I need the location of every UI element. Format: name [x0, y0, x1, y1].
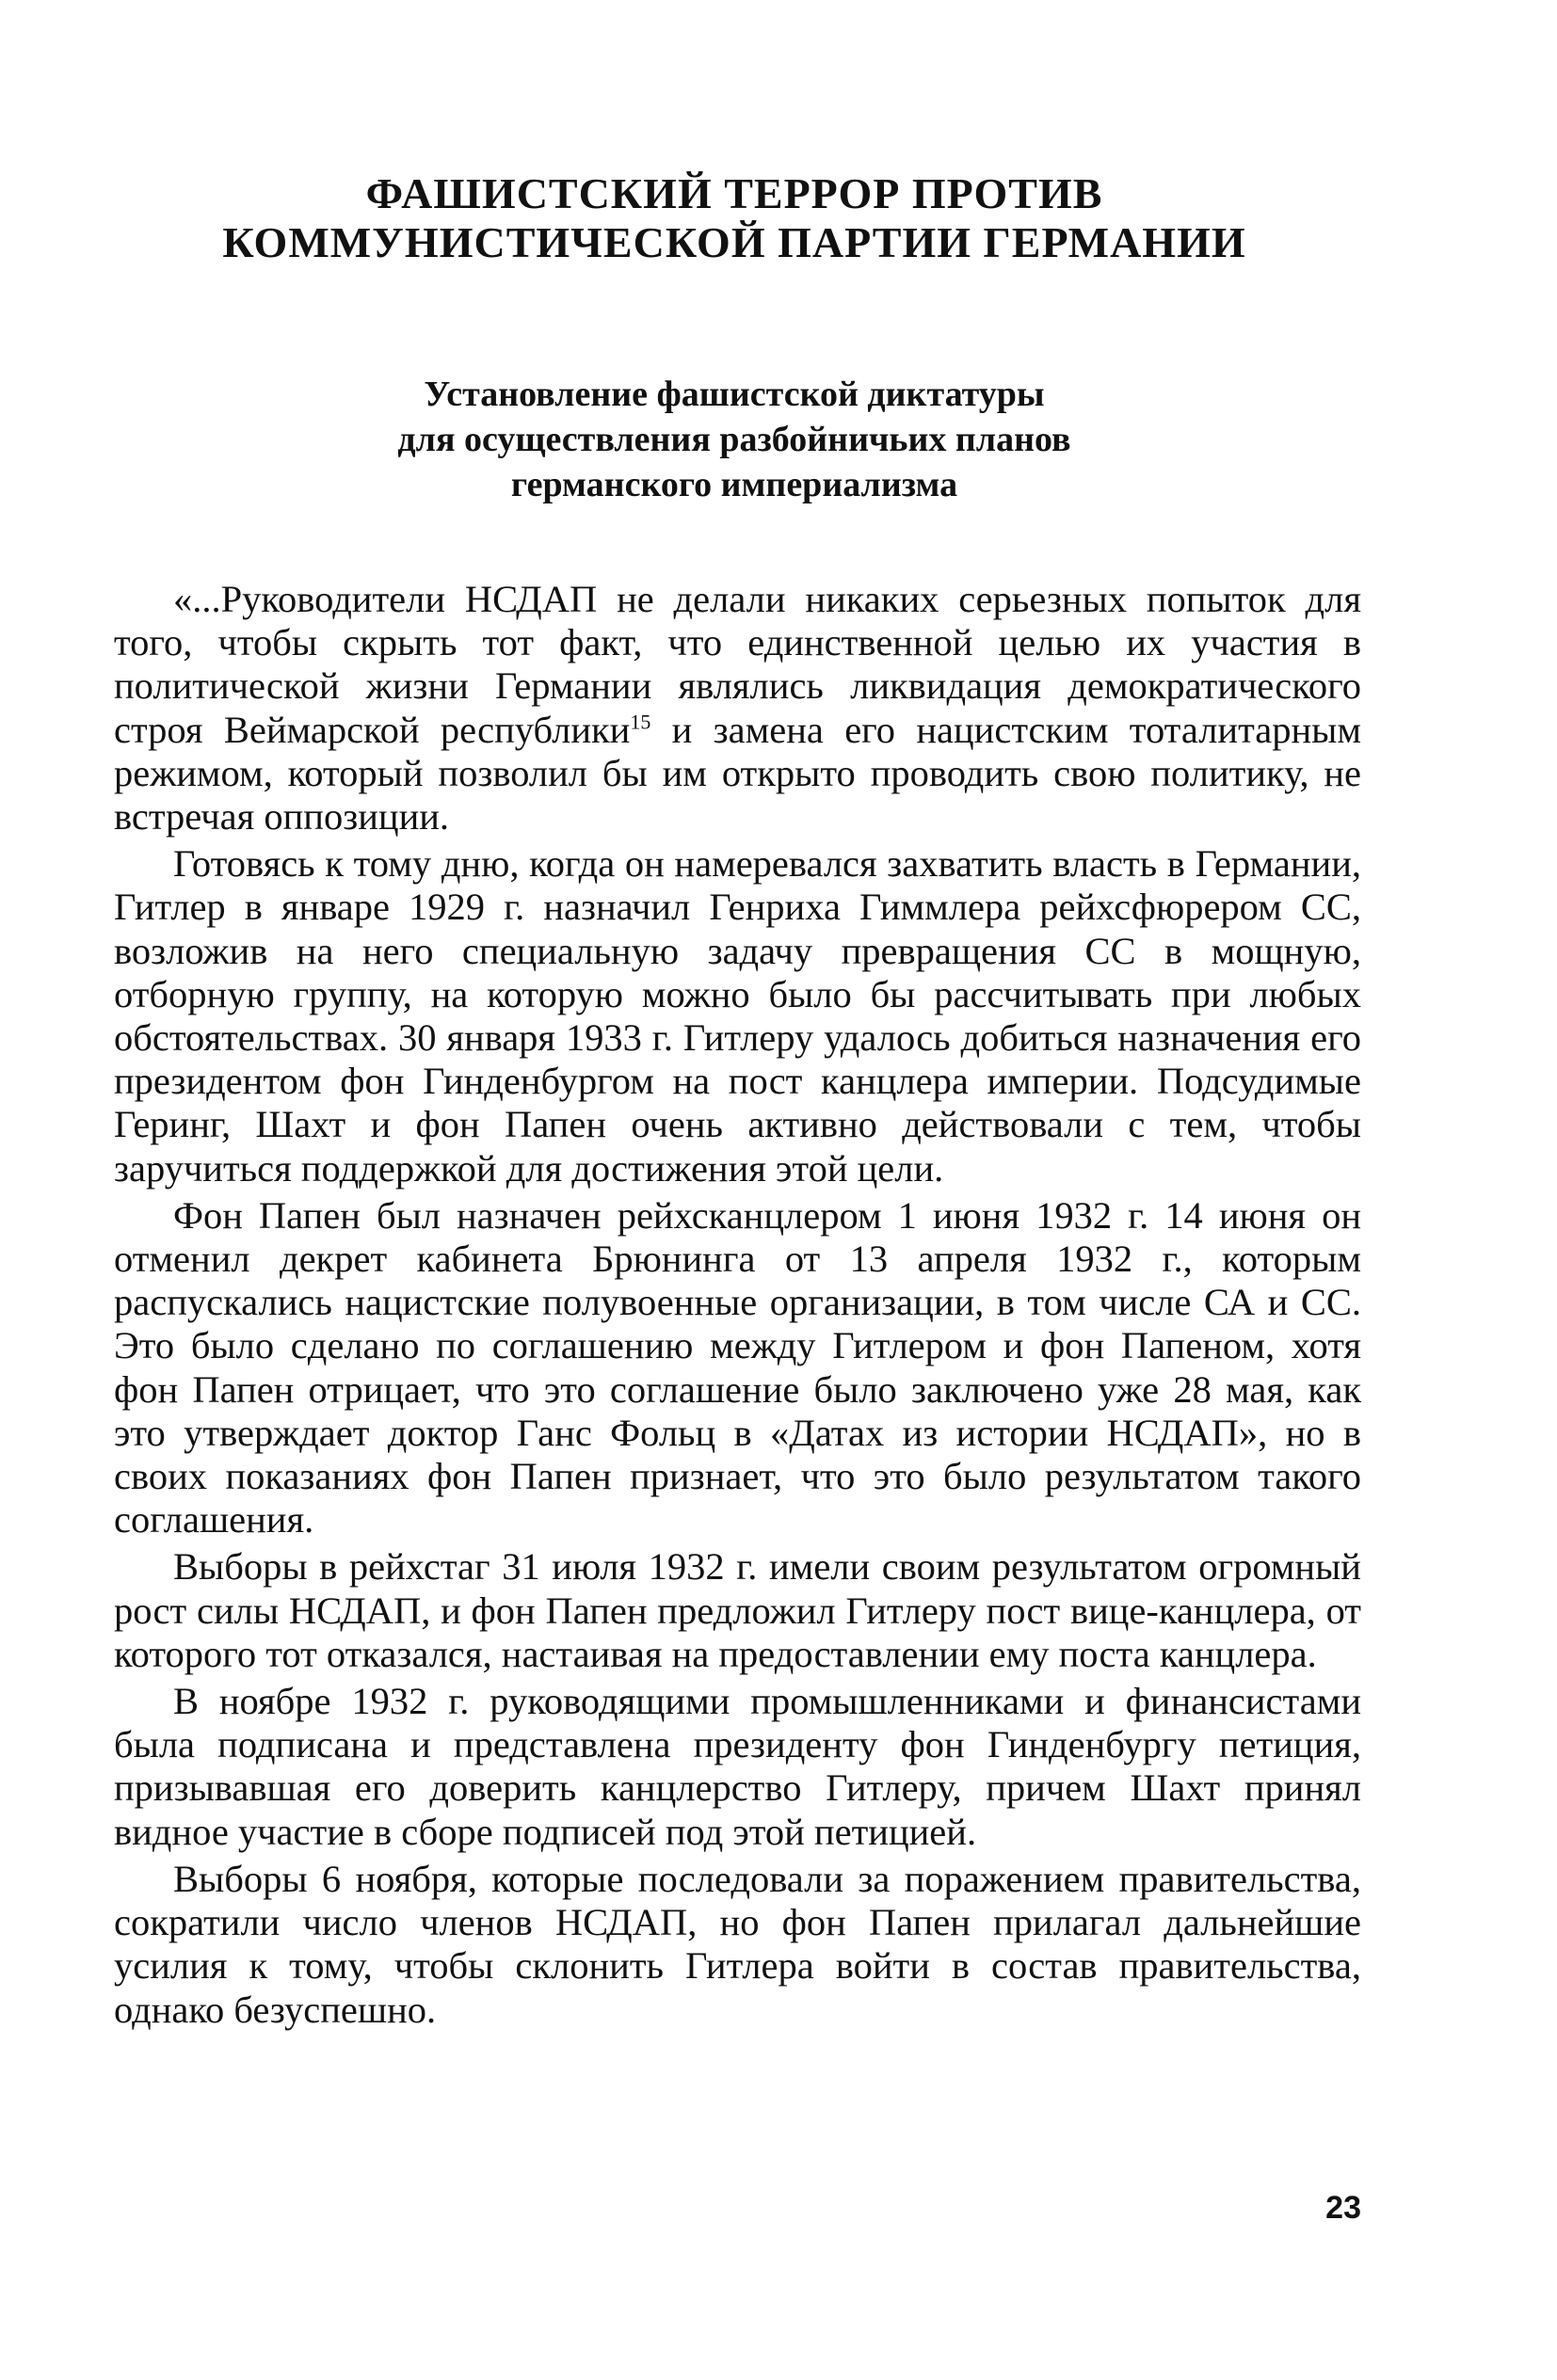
page-number: 23: [1325, 2190, 1361, 2226]
paragraph-2: Готовясь к тому дню, когда он намеревался захватить власть в Германии, Гитлер в январе 1929 г. назначил Генриха Гиммлера рейхсфюрером СС, возложив на него специальную задачу превращения СС в мощную, отборную группу, на которую можно было бы рассчитывать при любых обстоятельствах. 30 января 1933 г. Гитлеру удалось добиться назначения его президентом фон Гинденбургом на пост канцлера империи. Подсудимые Геринг, Шахт и фон Папен очень активно действовали с тем, чтобы заручиться поддержкой для достижения этой цели.: [114, 842, 1361, 1190]
footnote-reference[interactable]: 15: [630, 710, 651, 734]
section-title: [0, 372, 1469, 507]
paragraph-6: Выборы 6 ноября, которые последовали за поражением правительства, сократили число членов НСДАП, но фон Папен прилагал дальнейшие усилия к тому, чтобы склонить Гитлера войти в состав правительства, однако безуспешно.: [114, 1857, 1361, 2031]
paragraph-4: Выборы в рейхстаг 31 июля 1932 г. имели своим результатом огромный рост силы НСДАП, и фон Папен предложил Гитлеру пост вице-канцлера, от которого тот отказался, настаивая на предоставлении ему поста канцлера.: [114, 1545, 1361, 1675]
section-title-line-3: германского империализма: [510, 465, 958, 504]
paragraph-5: В ноябре 1932 г. руководящими промышленниками и финансистами была подписана и представлена президенту фон Гинденбургу петиция, призывавшая его доверить канцлерство Гитлеру, причем Шахт принял видное участие в сборе подписей под этой петицией.: [114, 1680, 1361, 1853]
paragraph-1-text-start: «...Руководители НСДАП не делали никаких серьезных попыток для того, чтобы скрыть тот факт, что единственной целью их участия в политической жизни Германии являлись ликвидация демократического строя Веймарской республики: [114, 578, 1361, 751]
body-text: [114, 578, 1361, 2036]
chapter-title-line-2: КОММУНИСТИЧЕСКОЙ ПАРТИИ ГЕРМАНИИ: [222, 218, 1246, 266]
section-title-line-1: Установление фашистской диктатуры: [424, 375, 1045, 414]
chapter-title: [0, 169, 1469, 267]
paragraph-1: [114, 578, 1361, 839]
chapter-title-line-1: ФАШИСТСКИЙ ТЕРРОР ПРОТИВ: [365, 169, 1103, 217]
paragraph-1-text-end: и замена его нацистским тоталитарным режимом, который позволил бы им открыто проводить свою политику, не встречая оппозиции.: [114, 708, 1362, 839]
paragraph-3: Фон Папен был назначен рейхсканцлером 1 июня 1932 г. 14 июня он отменил декрет кабинета Брюнинга от 13 апреля 1932 г., которым распускались нацистские полувоенные организации, в том числе СА и СС. Это было сделано по соглашению между Гитлером и фон Папеном, хотя фон Папен отрицает, что это соглашение было заключено уже 28 мая, как это утверждает доктор Ганс Фольц в «Датах из истории НСДАП», но в своих показаниях фон Папен признает, что это было результатом такого соглашения.: [114, 1193, 1361, 1541]
section-title-line-2: для осуществления разбойничьих планов: [397, 420, 1071, 459]
